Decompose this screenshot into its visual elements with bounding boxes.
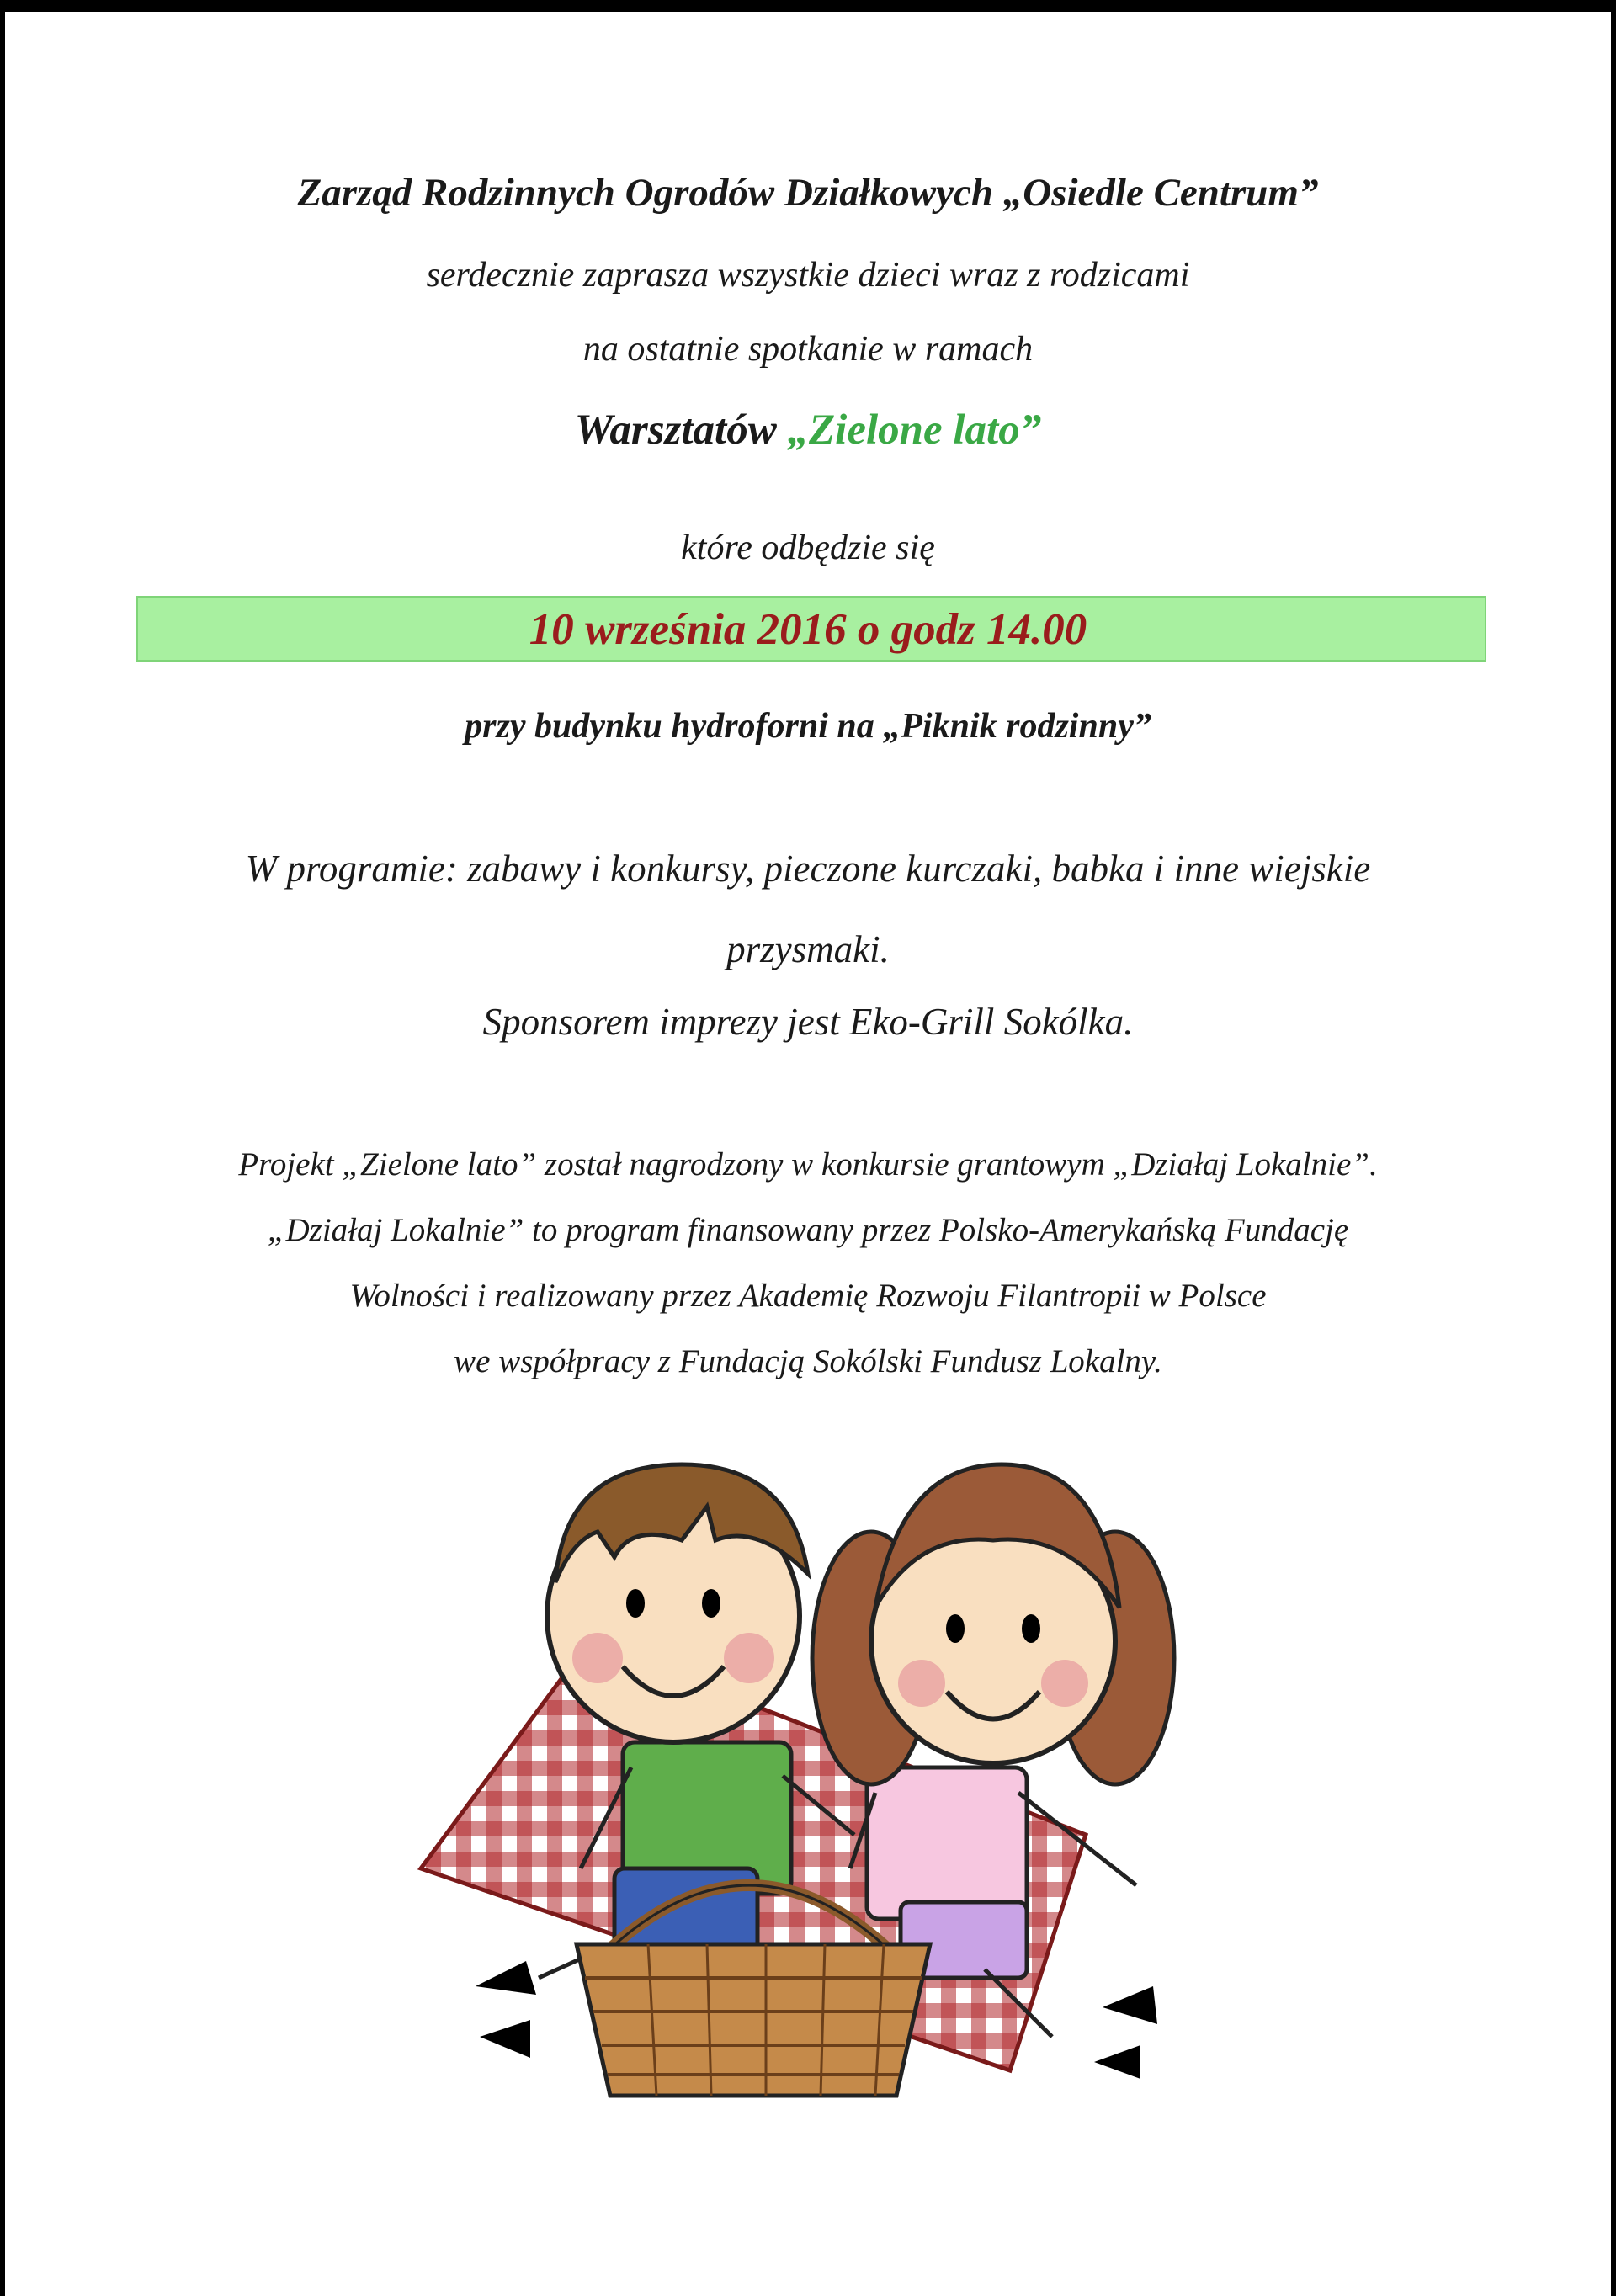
sponsor-line: Sponsorem imprezy jest Eko-Grill Sokólka. <box>482 1001 1134 1043</box>
top-border <box>0 0 1616 12</box>
invitation-line-1: serdecznie zaprasza wszystkie dzieci wraz z rodzicami <box>426 256 1190 295</box>
event-date-time: 10 września 2016 o godz 14.00 <box>529 605 1087 654</box>
picnic-kids-illustration-icon <box>396 1397 1237 2138</box>
workshop-name: „Zielone lato” <box>787 407 1042 454</box>
workshop-title <box>0 409 1616 452</box>
program-line-2: przysmaki. <box>726 928 890 970</box>
project-line-3: Wolności i realizowany przez Akademię Rozwoju Filantropii w Polsce <box>349 1278 1267 1314</box>
project-line-4: we współpracy z Fundacją Sokólski Fundusz Lokalny. <box>454 1343 1162 1379</box>
event-intro: które odbędzie się <box>681 529 935 567</box>
program-line-1: W programie: zabawy i konkursy, pieczone kurczaki, babka i inne wiejskie <box>245 848 1371 890</box>
organizer-title: Zarząd Rodzinnych Ogrodów Działkowych „Osiedle Centrum” <box>297 171 1319 215</box>
event-place: przy budynku hydroforni na „Piknik rodzinny” <box>465 707 1151 746</box>
project-line-1: Projekt „Zielone lato” został nagrodzony w konkursie grantowym „Działaj Lokalnie”. <box>238 1146 1378 1183</box>
project-line-2: „Działaj Lokalnie” to program finansowany przez Polsko-Amerykańską Fundację <box>267 1212 1349 1248</box>
invitation-line-2: na ostatnie spotkanie w ramach <box>582 330 1034 369</box>
workshop-prefix: Warsztatów <box>574 407 777 454</box>
